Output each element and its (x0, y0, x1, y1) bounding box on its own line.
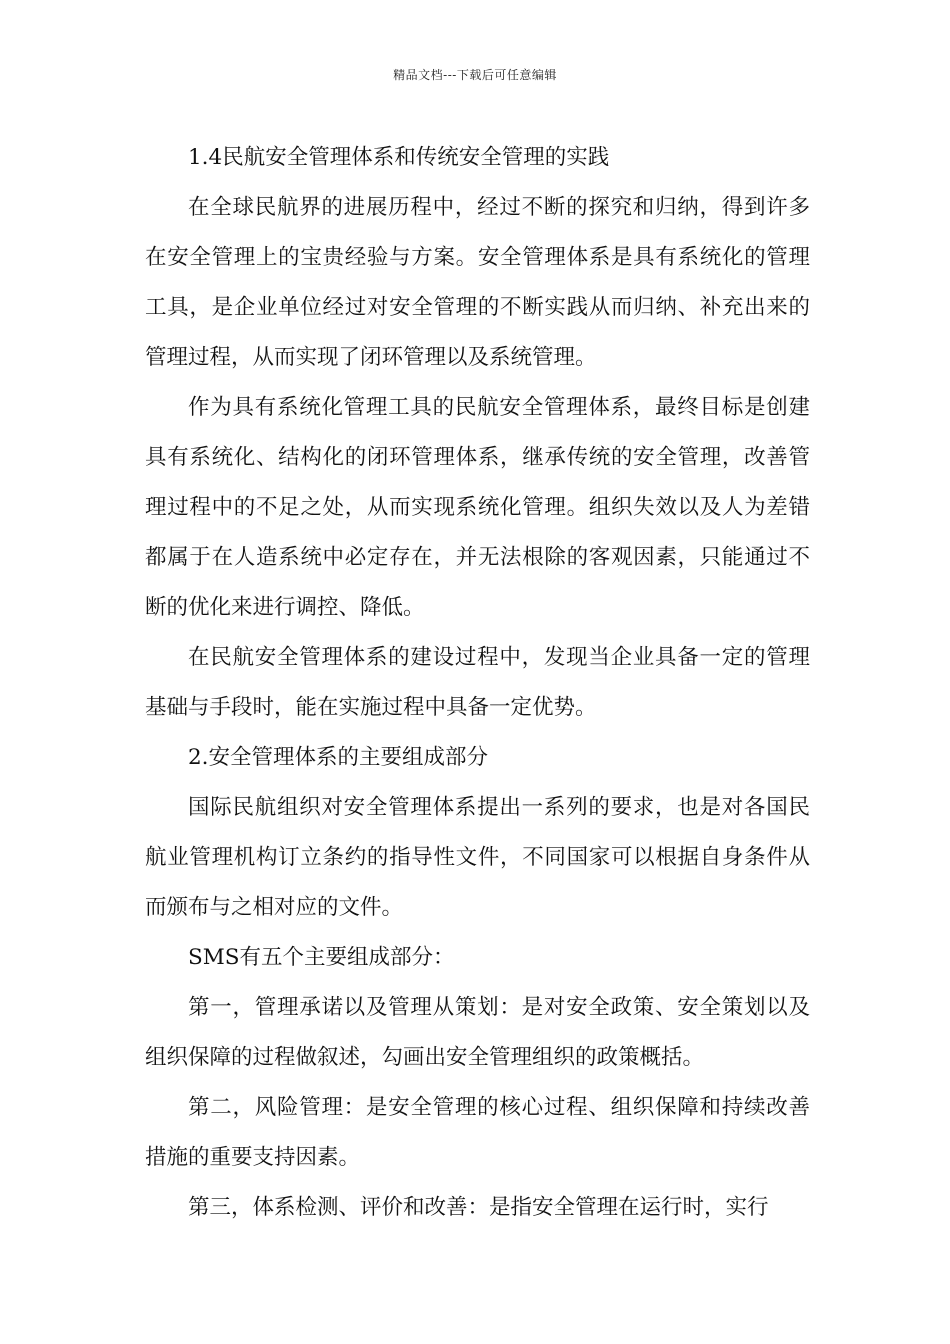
section-heading: 2.安全管理体系的主要组成部分 (188, 745, 489, 770)
section-heading: 1.4民航安全管理体系和传统安全管理的实践 (188, 145, 610, 170)
paragraph: SMS有五个主要组成部分： (188, 945, 455, 970)
paragraph: 第一，管理承诺以及管理从策划：是对安全政策、安全策划以及组织保障的过程做叙述，勾画出安全管理组织的政策概括。 (145, 995, 810, 1070)
paragraph: 国际民航组织对安全管理体系提出一系列的要求，也是对各国民航业管理机构订立条约的指导性文件，不同国家可以根据自身条件从而颁布与之相对应的文件。 (145, 795, 810, 920)
paragraph: 第三，体系检测、评价和改善：是指安全管理在运行时，实行 (188, 1195, 769, 1220)
page-header: 精品文档---下载后可任意编辑 (393, 68, 557, 82)
paragraph: 作为具有系统化管理工具的民航安全管理体系，最终目标是创建具有系统化、结构化的闭环管理体系，继承传统的安全管理，改善管理过程中的不足之处，从而实现系统化管理。组织失效以及人为差错都属于在人造系统中必定存在，并无法根除的客观因素，只能通过不断的优化来进行调控、降低。 (145, 395, 810, 620)
document-body (145, 133, 810, 1233)
paragraph: 在全球民航界的进展历程中，经过不断的探究和归纳，得到许多在安全管理上的宝贵经验与方案。安全管理体系是具有系统化的管理工具，是企业单位经过对安全管理的不断实践从而归纳、补充出来的管理过程，从而实现了闭环管理以及系统管理。 (145, 195, 810, 370)
paragraph: 第二，风险管理：是安全管理的核心过程、组织保障和持续改善措施的重要支持因素。 (145, 1095, 810, 1170)
paragraph: 在民航安全管理体系的建设过程中，发现当企业具备一定的管理基础与手段时，能在实施过程中具备一定优势。 (145, 645, 810, 720)
